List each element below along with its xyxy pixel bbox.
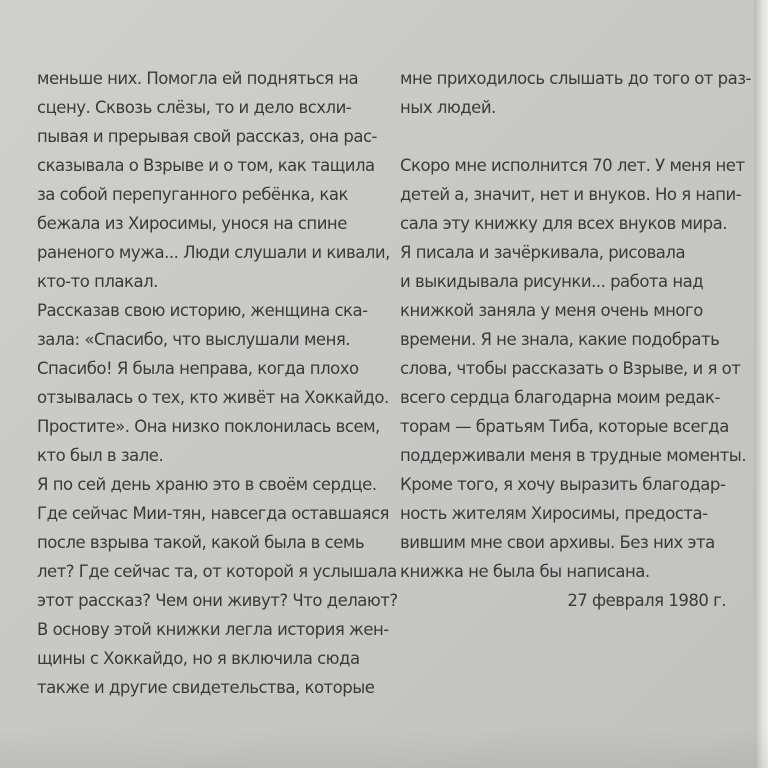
text-line: мне приходилось слышать до того от раз- <box>400 69 751 88</box>
text-line: Я писала и зачёркивала, рисовала <box>400 243 686 262</box>
right-text-column <box>400 64 751 615</box>
date-signature: 27 февраля 1980 г. <box>567 591 726 610</box>
text-line: всего сердца благодарна моим редак- <box>400 388 720 407</box>
text-line: ных людей. <box>400 98 496 117</box>
text-line: ность жителям Хиросимы, предоста- <box>400 504 708 523</box>
text-line: сала эту книжку для всех внуков мира. <box>400 214 727 233</box>
text-line: Спасибо! Я была неправа, когда плохо <box>37 359 359 378</box>
text-line: бежала из Хиросимы, унося на спине <box>37 214 347 233</box>
text-line: Рассказав свою историю, женщина ска- <box>37 301 368 320</box>
text-line: раненого мужа... Люди слушали и кивали, <box>37 243 390 262</box>
text-line: щины с Хоккайдо, но я включила сюда <box>37 649 360 668</box>
text-line: за собой перепуганного ребёнка, как <box>37 185 348 204</box>
text-line: Я по сей день храню это в своём сердце. <box>37 475 377 494</box>
text-line: Скоро мне исполнится 70 лет. У меня нет <box>400 156 745 175</box>
text-line: после взрыва такой, какой была в семь <box>37 533 365 552</box>
text-line: В основу этой книжки легла история жен- <box>37 620 389 639</box>
text-line: лет? Где сейчас та, от которой я услышала <box>37 562 397 581</box>
text-line: времени. Я не знала, какие подобрать <box>400 330 720 349</box>
text-line: Простите». Она низко поклонилась всем, <box>37 417 380 436</box>
text-line: отзывалась о тех, кто живёт на Хоккайдо. <box>37 388 389 407</box>
text-line: также и другие свидетельства, которые <box>37 678 375 697</box>
text-line: вившим мне свои архивы. Без них эта <box>400 533 715 552</box>
paragraph-gap <box>400 122 726 151</box>
text-line: поддерживали меня в трудные моменты. <box>400 446 747 465</box>
text-line: слова, чтобы рассказать о Взрыве, и я от <box>400 359 741 378</box>
text-line: книжкой заняла у меня очень много <box>400 301 703 320</box>
page-edge <box>754 0 768 768</box>
page-shadow <box>0 728 768 768</box>
text-line: Кроме того, я хочу выразить благодар- <box>400 475 726 494</box>
text-line: кто-то плакал. <box>37 272 158 291</box>
text-line: сказывала о Взрыве и о том, как тащила <box>37 156 375 175</box>
text-line: этот рассказ? Чем они живут? Что делают? <box>37 591 398 610</box>
text-line: меньше них. Помогла ей подняться на <box>37 69 359 88</box>
text-line: торам — братьям Тиба, которые всегда <box>400 417 729 436</box>
text-line: сцену. Сквозь слёзы, то и дело всхли- <box>37 98 352 117</box>
text-line: кто был в зале. <box>37 446 164 465</box>
text-line: Где сейчас Мии-тян, навсегда оставшаяся <box>37 504 389 523</box>
text-line: и выкидывала рисунки... работа над <box>400 272 704 291</box>
text-line: пывая и прерывая свой рассказ, она рас- <box>37 127 377 146</box>
left-text-column <box>37 64 398 702</box>
text-line: книжка не была бы написана. <box>400 562 650 581</box>
text-line: детей а, значит, нет и внуков. Но я напи- <box>400 185 742 204</box>
text-line: зала: «Спасибо, что выслушали меня. <box>37 330 351 349</box>
